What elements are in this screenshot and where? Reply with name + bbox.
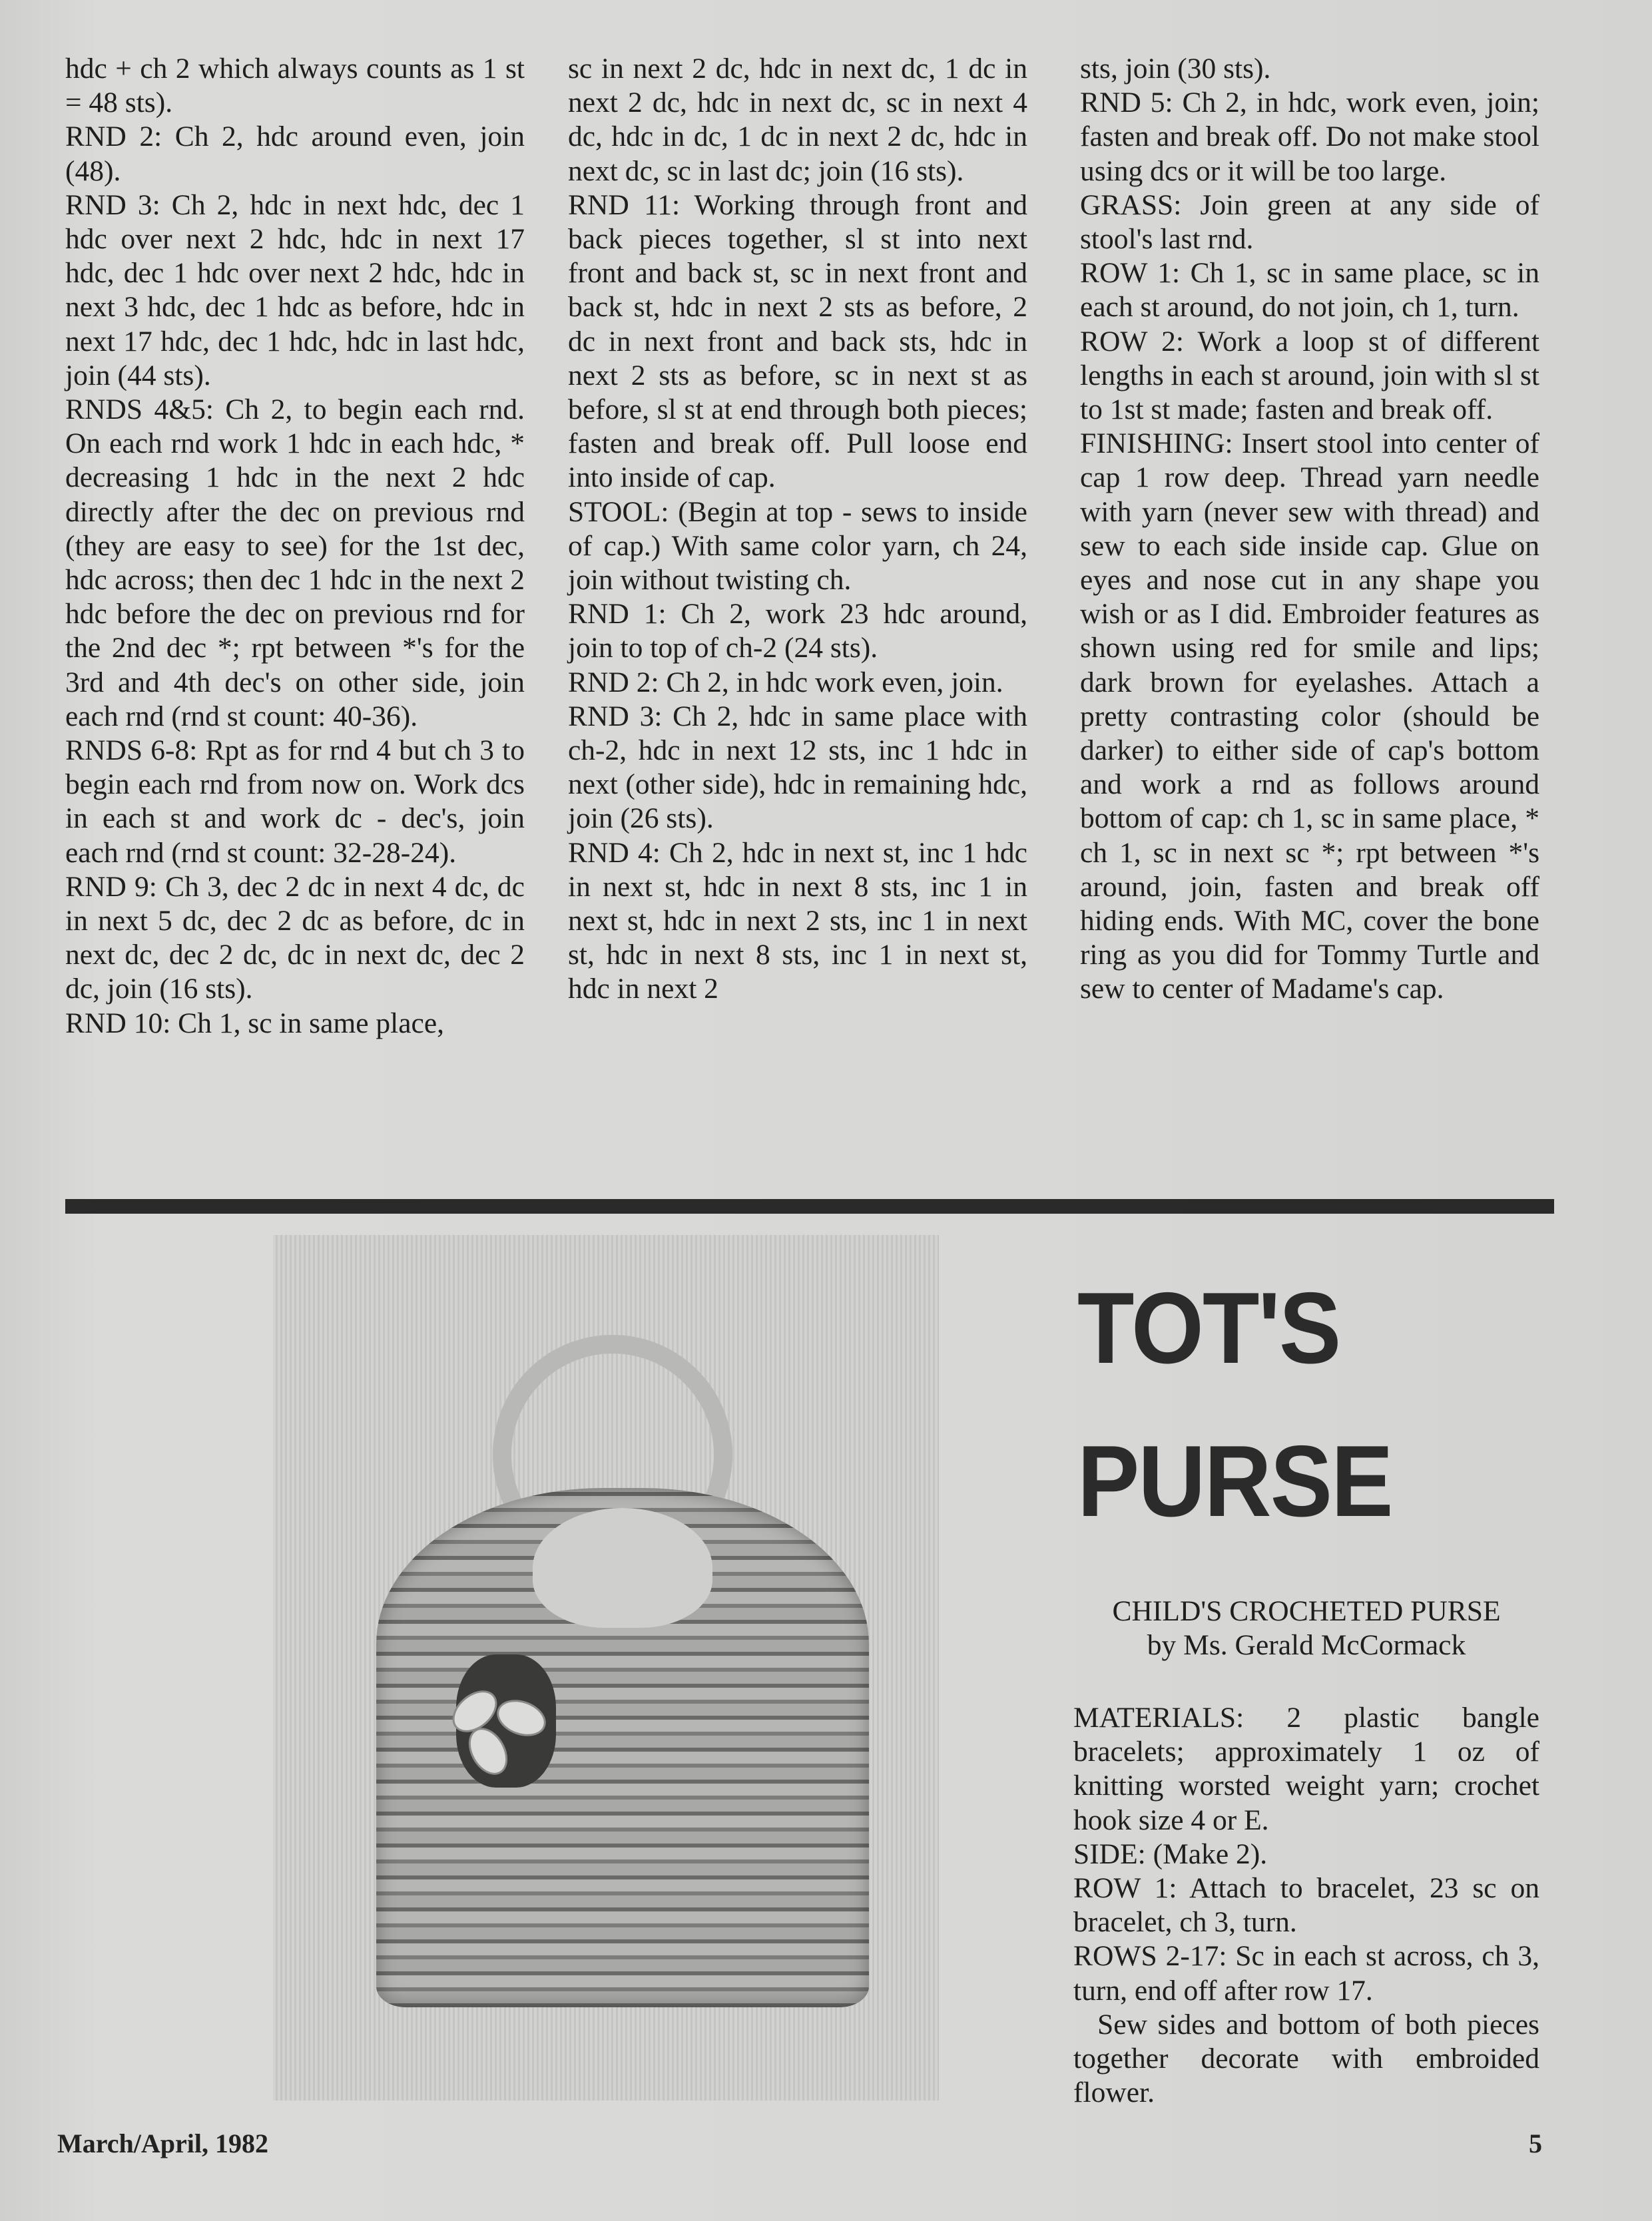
paragraph: GRASS: Join green at any side of stool's last rnd.: [1080, 188, 1539, 256]
paragraph: RNDS 6-8: Rpt as for rnd 4 but ch 3 to begin each rnd from now on. Work dcs in each st and work dc - dec's, join each rnd (rnd st count: 32-28-24).: [65, 734, 525, 869]
closing-paragraph: Sew sides and bottom of both pieces together decorate with embroided flower.: [1073, 2008, 1539, 2109]
embroidered-flower-icon: [443, 1688, 549, 1774]
paragraph: MATERIALS: 2 plastic bangle bracelets; approximately 1 oz of knitting worsted weight yarn; crochet hook size 4 or E.: [1073, 1702, 1539, 1836]
paragraph: ROWS 2-17: Sc in each st across, ch 3, turn, end off after row 17.: [1073, 1940, 1539, 2007]
paragraph: ROW 2: Work a loop st of different lengths in each st around, join with sl st to 1st st made; fasten and break off.: [1080, 325, 1539, 426]
text-column-3: [1080, 52, 1539, 1007]
paragraph: sc in next 2 dc, hdc in next dc, 1 dc in next 2 dc, hdc in next dc, sc in next 4 dc, hdc in dc, 1 dc in next 2 dc, hdc in next dc, sc in last dc; join (16 sts).: [568, 53, 1027, 187]
article-title: [1077, 1252, 1392, 1558]
paragraph: RND 3: Ch 2, hdc in same place with ch-2, hdc in next 12 sts, inc 1 hdc in next (other side), hdc in remaining hdc, join (26 sts).: [568, 700, 1027, 835]
handle-opening: [533, 1508, 712, 1628]
paragraph: RND 4: Ch 2, hdc in next st, inc 1 hdc in next st, hdc in next 8 sts, inc 1 in next st, hdc in next 2 sts, inc 1 in next st, hdc in next 8 sts, inc 1 in next st, hdc in next 2: [568, 836, 1027, 1005]
text-column-2: [568, 52, 1027, 1007]
paragraph: RND 11: Working through front and back pieces together, sl st into next front and back st, sc in next front and back st, hdc in next 2 sts as before, 2 dc in next front and back sts, hdc in next 2 sts as before, sc in next st as before, sl st at end through both pieces; fasten and break off. Pull loose end into inside of cap.: [568, 188, 1027, 494]
paragraph: RND 3: Ch 2, hdc in next hdc, dec 1 hdc over next 2 hdc, hdc in next 17 hdc, dec 1 hdc over next 2 hdc, hdc in next 3 hdc, dec 1 hdc as before, hdc in next 17 hdc, dec 1 hdc, hdc in last hdc, join (44 sts).: [65, 188, 525, 391]
paragraph: STOOL: (Begin at top - sews to inside of cap.) With same color yarn, ch 24, join without twisting ch.: [568, 495, 1027, 597]
paragraph: SIDE: (Make 2).: [1073, 1838, 1268, 1870]
article-subtitle: [1073, 1595, 1539, 1662]
paragraph: ROW 1: Attach to bracelet, 23 sc on bracelet, ch 3, turn.: [1073, 1872, 1539, 1939]
paragraph: ROW 1: Ch 1, sc in same place, sc in each st around, do not join, ch 1, turn.: [1080, 257, 1539, 324]
byline: by Ms. Gerald McCormack: [1147, 1629, 1466, 1661]
section-divider: [65, 1199, 1554, 1214]
paragraph: hdc + ch 2 which always counts as 1 st = 48 sts).: [65, 53, 525, 119]
title-line-2: PURSE: [1077, 1425, 1392, 1538]
paragraph: sts, join (30 sts).: [1080, 53, 1271, 85]
paragraph: RND 10: Ch 1, sc in same place,: [65, 1007, 445, 1039]
paragraph: RND 2: Ch 2, in hdc work even, join.: [568, 666, 1003, 698]
paragraph: RND 1: Ch 2, work 23 hdc around, join to top of ch-2 (24 sts).: [568, 598, 1027, 664]
crocheted-bag: [376, 1488, 869, 2007]
text-column-1: [65, 52, 525, 1041]
purse-instructions: [1073, 1701, 1539, 2110]
subtitle-text: CHILD'S CROCHETED PURSE: [1112, 1595, 1501, 1627]
paragraph: RND 9: Ch 3, dec 2 dc in next 4 dc, dc in next 5 dc, dec 2 dc as before, dc in next dc, dec 2 dc, dc in next dc, dec 2 dc, join (16 sts).: [65, 870, 525, 1005]
paragraph: RNDS 4&5: Ch 2, to begin each rnd. On each rnd work 1 hdc in each hdc, * decreasing 1 hdc in the next 2 hdc directly after the dec on previous rnd (they are easy to see) for the 1st dec, hdc across; then dec 1 hdc in the next 2 hdc before the dec on previous rnd for the 2nd dec *; rpt between *'s for the 3rd and 4th dec's on other side, join each rnd (rnd st count: 40-36).: [65, 393, 525, 732]
issue-date: March/April, 1982: [57, 2128, 269, 2158]
title-line-1: TOT'S: [1077, 1272, 1340, 1385]
paragraph: RND 2: Ch 2, hdc around even, join (48).: [65, 121, 525, 187]
page-number: 5: [1529, 2128, 1542, 2158]
paragraph: FINISHING: Insert stool into center of cap 1 row deep. Thread yarn needle with yarn (never sew with thread) and sew to each side inside cap. Glue on eyes and nose cut in any shape you wish or as I did. Embroider features as shown using red for smile and lips; dark brown for eyelashes. Attach a pretty contrasting color (should be darker) to either side of cap's bottom and work a rnd as follows around bottom of cap: ch 1, sc in same place, * ch 1, sc in next sc *; rpt between *'s around, join, fasten and break off hiding ends. With MC, cover the bone ring as you did for Tommy Turtle and sew to center of Madame's cap.: [1080, 427, 1539, 1005]
paragraph: RND 5: Ch 2, in hdc, work even, join; fasten and break off. Do not make stool using dcs or it will be too large.: [1080, 87, 1539, 187]
purse-photo: [273, 1235, 939, 2100]
